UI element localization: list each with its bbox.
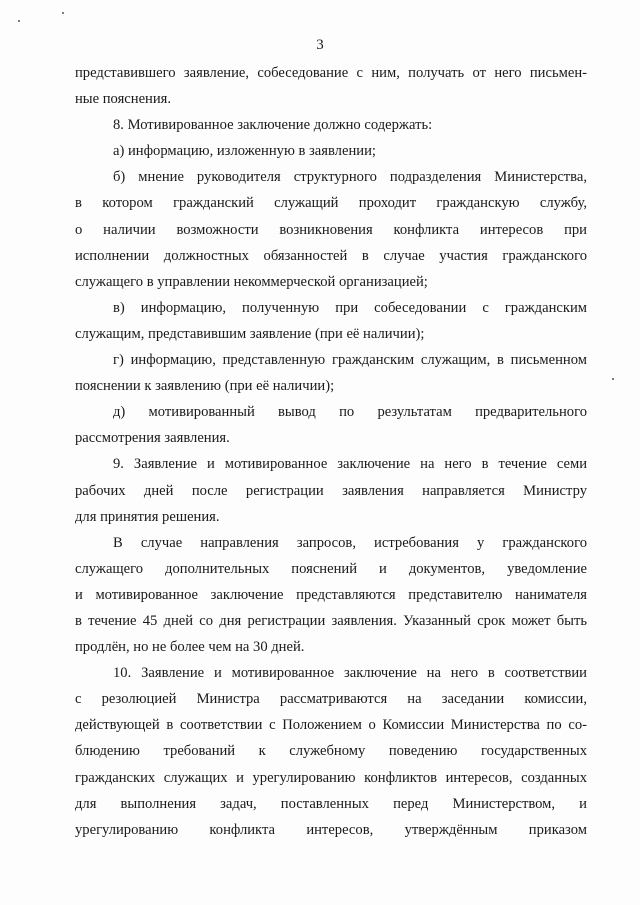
text-line: для принятия решения. [75,508,220,525]
text-line: 8. Мотивированное заключение должно содержать: [113,117,433,134]
text-line: в котором гражданский служащий проходит гражданскую службу, [75,195,587,212]
text-line: блюдению требований к служебному поведению государственных [75,743,587,760]
text-line: продлён, но не более чем на 30 дней. [75,639,305,656]
scan-speck [612,378,614,380]
text-line: рабочих дней после регистрации заявления направляется Министру [75,482,587,499]
scan-speck [62,12,64,14]
scan-speck [18,20,20,22]
text-line: б) мнение руководителя структурного подразделения Министерства, [113,169,587,186]
text-line: В случае направления запросов, истребования у гражданского [113,534,587,551]
text-line: в течение 45 дней со дня регистрации заявления. Указанный срок может быть [75,612,587,629]
text-line: пояснении к заявлению (при её наличии); [75,378,335,395]
text-line: гражданских служащих и урегулированию конфликтов интересов, созданных [75,769,587,786]
text-line: служащего дополнительных пояснений и документов, уведомление [75,560,587,577]
text-line: служащего в управлении некоммерческой организацией; [75,273,428,290]
text-line: действующей в соответствии с Положением о Комиссии Министерства по со- [75,717,587,734]
text-line: рассмотрения заявления. [75,430,230,447]
text-line: в) информацию, полученную при собеседовании с гражданским [113,299,587,316]
page-number: 3 [316,37,324,53]
text-line: 9. Заявление и мотивированное заключение на него в течение семи [113,456,587,473]
text-line: 10. Заявление и мотивированное заключение на него в соответствии [113,665,587,682]
text-line: о наличии возможности возникновения конфликта интересов при [75,221,587,238]
text-line: ные пояснения. [75,91,172,108]
text-line: с резолюцией Министра рассматриваются на заседании комиссии, [75,691,587,708]
text-line: г) информацию, представленную гражданским служащим, в письменном [113,352,587,369]
document-body [75,60,587,843]
text-line: и мотивированное заключение представляются представителю нанимателя [75,586,587,603]
text-line: исполнении должностных обязанностей в случае участия гражданского [75,247,587,264]
text-line: для выполнения задач, поставленных перед Министерством, и [75,795,587,812]
text-line: а) информацию, изложенную в заявлении; [113,143,376,160]
text-line: урегулированию конфликта интересов, утверждённым приказом [75,821,587,838]
text-line: представившего заявление, собеседование с ним, получать от него письмен- [75,65,587,81]
text-line: служащим, представившим заявление (при её наличии); [75,325,425,342]
text-line: д) мотивированный вывод по результатам предварительного [113,404,587,421]
